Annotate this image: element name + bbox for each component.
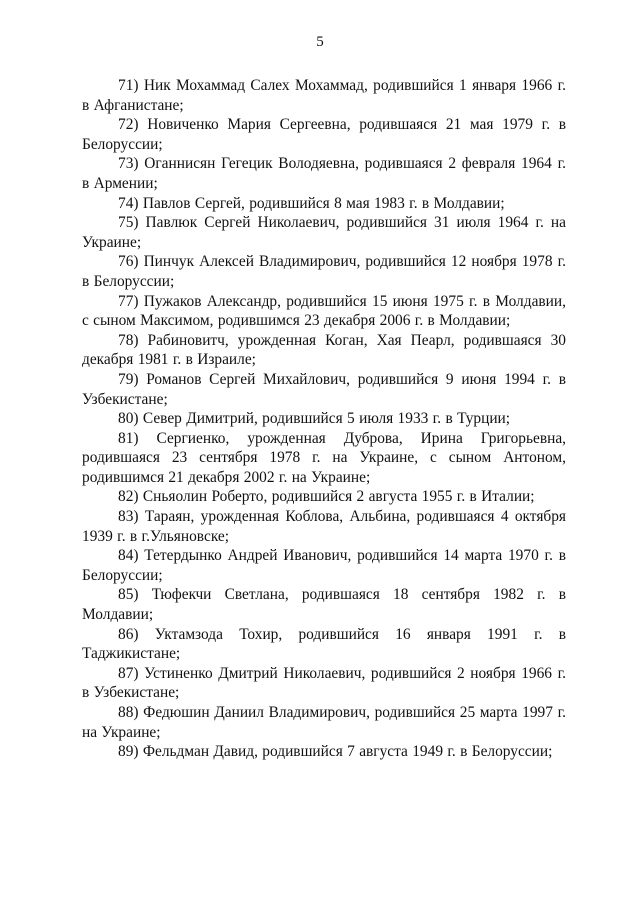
- list-item: 77) Пужаков Александр, родившийся 15 июня 1975 г. в Молдавии, с сыном Максимом, родившимся 23 декабря 2006 г. в Молдавии;: [82, 292, 566, 330]
- list-item: 79) Романов Сергей Михайлович, родившийся 9 июня 1994 г. в Узбекистане;: [82, 370, 566, 408]
- list-item: 78) Рабиновитч, урожденная Коган, Хая Пеарл, родившаяся 30 декабря 1981 г. в Израиле;: [82, 331, 566, 369]
- list-item: 81) Сергиенко, урожденная Дуброва, Ирина Григорьевна, родившаяся 23 сентября 1978 г. на Украине, с сыном Антоном, родившимся 21 декабря 2002 г. на Украине;: [82, 429, 566, 486]
- list-item: 85) Тюфекчи Светлана, родившаяся 18 сентября 1982 г. в Молдавии;: [82, 586, 566, 624]
- list-item: 83) Тараян, урожденная Коблова, Альбина, родившаяся 4 октября 1939 г. в г.Ульяновске;: [82, 508, 566, 545]
- page-number: 5: [316, 34, 324, 50]
- list-item: 84) Тетердынко Андрей Иванович, родившийся 14 марта 1970 г. в Белоруссии;: [82, 547, 566, 584]
- list-item: 87) Устиненко Дмитрий Николаевич, родившийся 2 ноября 1966 г. в Узбекистане;: [82, 664, 566, 702]
- list-item: 88) Федюшин Даниил Владимирович, родившийся 25 марта 1997 г. на Украине;: [82, 704, 566, 741]
- list-item: 76) Пинчук Алексей Владимирович, родившийся 12 ноября 1978 г. в Белоруссии;: [82, 253, 566, 290]
- list-item: 86) Уктамзода Тохир, родившийся 16 января 1991 г. в Таджикистане;: [82, 625, 566, 663]
- entry-list: [82, 76, 566, 762]
- list-item: 71) Ник Мохаммад Салех Мохаммад, родившийся 1 января 1966 г. в Афганистане;: [82, 77, 566, 114]
- list-item: 89) Фельдман Давид, родившийся 7 августа 1949 г. в Белоруссии;: [118, 743, 553, 761]
- list-item: 74) Павлов Сергей, родившийся 8 мая 1983 г. в Молдавии;: [118, 194, 505, 212]
- list-item: 72) Новиченко Мария Сергеевна, родившаяся 21 мая 1979 г. в Белоруссии;: [82, 116, 566, 153]
- list-item: 80) Север Димитрий, родившийся 5 июля 1933 г. в Турции;: [118, 410, 511, 428]
- list-item: 73) Оганнисян Гегецик Володяевна, родившаяся 2 февраля 1964 г. в Армении;: [82, 155, 566, 192]
- list-item: 82) Сньяолин Роберто, родившийся 2 августа 1955 г. в Италии;: [118, 488, 535, 506]
- list-item: 75) Павлюк Сергей Николаевич, родившийся 31 июля 1964 г. на Украине;: [82, 214, 566, 251]
